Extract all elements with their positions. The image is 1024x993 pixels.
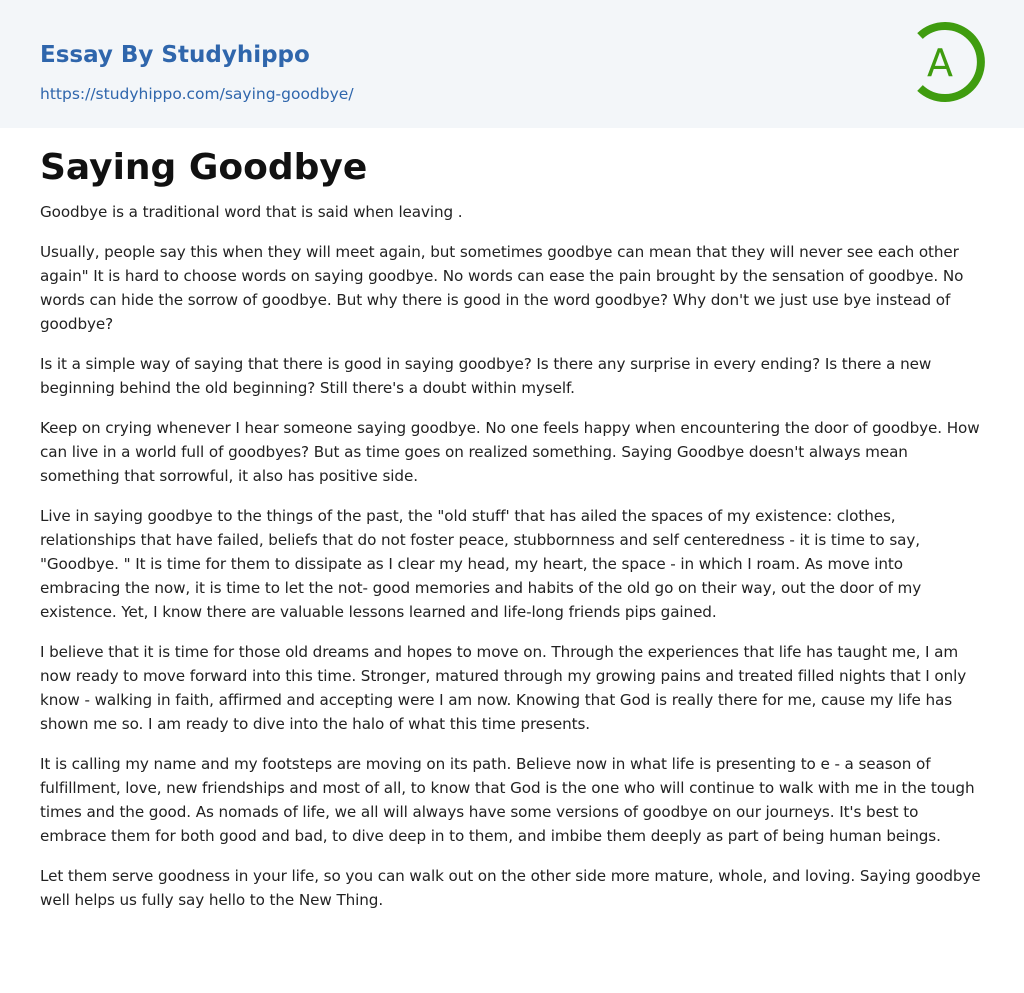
paragraph: It is calling my name and my footsteps are moving on its path. Believe now in what life is presenting to e - a season of fulfillment, love, new friendships and most of all, to know that God is the one who will continue to walk with me in the tough times and the good. As nomads of life, we all will always have some versions of goodbye on our journeys. It's best to embrace them for both good and bad, to dive deep in to them, and imbibe them deeply as part of being human beings. <box>40 755 975 845</box>
page-title: Saying Goodbye <box>40 147 368 188</box>
paragraph: Usually, people say this when they will meet again, but sometimes goodbye can mean that they will never see each other again" It is hard to choose words on saying goodbye. No words can ease the pain brought by the sensation of goodbye. No words can hide the sorrow of goodbye. But why there is good in the word goodbye? Why don't we just use bye instead of goodbye? <box>40 243 964 333</box>
logo-letter: A <box>927 41 953 85</box>
studyhippo-logo-icon[interactable] <box>912 18 986 106</box>
essay-body <box>40 200 986 928</box>
paragraph: Let them serve goodness in your life, so you can walk out on the other side more mature, whole, and loving. Saying goodbye well helps us fully say hello to the New Thing. <box>40 867 981 909</box>
paragraph: Live in saying goodbye to the things of the past, the "old stuff' that has ailed the spaces of my existence: clothes, relationships that have failed, beliefs that do not foster peace, stubbornness and self centeredness - it is time to say, "Goodbye. " It is time for them to dissipate as I clear my head, my heart, the space - in which I roam. As move into embracing the now, it is time to let the not- good memories and habits of the old go on their way, out the door of my existence. Yet, I know there are valuable lessons learned and life-long friends pips gained. <box>40 507 922 621</box>
paragraph: Is it a simple way of saying that there is good in saying goodbye? Is there any surprise in every ending? Is there a new beginning behind the old beginning? Still there's a doubt within myself. <box>40 355 932 397</box>
paragraph: Keep on crying whenever I hear someone saying goodbye. No one feels happy when encountering the door of goodbye. How can live in a world full of goodbyes? But as time goes on realized something. Saying Goodbye doesn't always mean something that sorrowful, it also has positive side. <box>40 419 980 485</box>
paragraph: I believe that it is time for those old dreams and hopes to move on. Through the experiences that life has taught me, I am now ready to move forward into this time. Stronger, matured through my growing pains and treated filled nights that I only know - walking in faith, affirmed and accepting were I am now. Knowing that God is really there for me, cause my life has shown me so. I am ready to dive into the halo of what this time presents. <box>40 643 967 733</box>
paragraph: Goodbye is a traditional word that is said when leaving . <box>40 203 463 221</box>
brand-title: Essay By Studyhippo <box>40 42 310 68</box>
essay-url-link[interactable]: https://studyhippo.com/saying-goodbye/ <box>40 85 354 103</box>
